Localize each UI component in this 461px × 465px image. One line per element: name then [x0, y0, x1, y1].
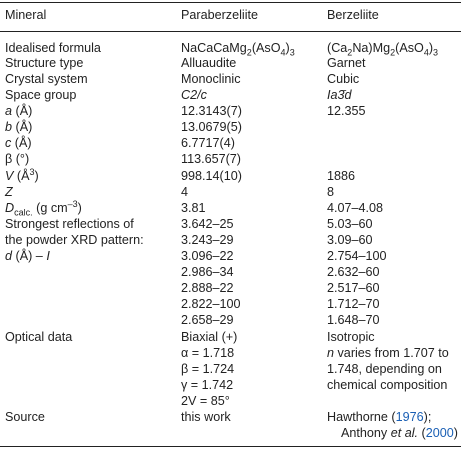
volume-paraberzeliite: 998.14(10) — [181, 169, 242, 183]
header-paraberzeliite: Paraberzeliite — [181, 8, 259, 22]
header-mineral: Mineral — [5, 8, 47, 22]
formula-paraberzeliite: $NaCaCaMg_2(AsO_4)_3$ — [181, 41, 295, 58]
optical-paraberzeliite-5: 2V = 85° — [181, 394, 230, 408]
optical-paraberzeliite-4: γ = 1.742 — [181, 378, 234, 392]
header-berzeliite: Berzeliite — [327, 8, 379, 22]
dcalc-berzeliite: 4.07–4.08 — [327, 201, 384, 215]
volume-berzeliite: 1886 — [327, 169, 356, 183]
space-paraberzeliite: C2/c — [181, 88, 207, 102]
xrd-paraberzeliite-1: 3.642–25 — [181, 217, 234, 231]
label-xrd-2: the powder XRD pattern: — [5, 233, 144, 247]
optical-paraberzeliite-1: Biaxial (+) — [181, 330, 238, 344]
xrd-paraberzeliite-4: 2.986–34 — [181, 265, 234, 279]
a-berzeliite: 12.355 — [327, 104, 366, 118]
xrd-berzeliite-3: 2.754–100 — [327, 249, 387, 263]
b-paraberzeliite: 13.0679(5) — [181, 120, 242, 134]
formula-berzeliite: $(Ca_2Na)Mg_2(AsO_4)_3$ — [327, 41, 439, 58]
optical-paraberzeliite-2: α = 1.718 — [181, 346, 235, 360]
ref-link-2000[interactable]: 2000 — [425, 426, 454, 440]
xrd-berzeliite-2: 3.09–60 — [327, 233, 373, 247]
xrd-paraberzeliite-5: 2.888–22 — [181, 281, 234, 295]
label-optical: Optical data — [5, 330, 73, 344]
label-beta: β (°) — [5, 152, 30, 166]
crystal-paraberzeliite: Monoclinic — [181, 72, 241, 86]
xrd-berzeliite-6: 1.712–70 — [327, 297, 380, 311]
optical-berzeliite-1: Isotropic — [327, 330, 375, 344]
structure-berzeliite: Garnet — [327, 56, 366, 70]
optical-berzeliite-3: 1.748, depending on — [327, 362, 442, 376]
optical-paraberzeliite-3: β = 1.724 — [181, 362, 235, 376]
space-berzeliite: Ia3̄d — [327, 88, 352, 102]
xrd-berzeliite-5: 2.517–60 — [327, 281, 380, 295]
c-paraberzeliite: 6.7717(4) — [181, 136, 235, 150]
xrd-paraberzeliite-6: 2.822–100 — [181, 297, 241, 311]
z-paraberzeliite: 4 — [181, 185, 189, 199]
label-xrd-1: Strongest reflections of — [5, 217, 134, 231]
xrd-berzeliite-4: 2.632–60 — [327, 265, 380, 279]
xrd-berzeliite-1: 5.03–60 — [327, 217, 373, 231]
crystal-berzeliite: Cubic — [327, 72, 360, 86]
label-structure-type: Structure type — [5, 56, 84, 70]
label-volume: V $(Å^3)$ — [5, 166, 39, 183]
z-berzeliite: 8 — [327, 185, 335, 199]
optical-berzeliite-2: n varies from 1.707 to — [327, 346, 449, 360]
structure-paraberzeliite: Alluaudite — [181, 56, 237, 70]
label-source: Source — [5, 410, 45, 424]
label-z: Z — [5, 185, 13, 199]
xrd-paraberzeliite-7: 2.658–29 — [181, 313, 234, 327]
beta-paraberzeliite: 113.657(7) — [181, 152, 241, 166]
label-xrd-3: d (Å) – I — [5, 249, 50, 263]
top-rule — [0, 2, 461, 3]
a-paraberzeliite: 12.3143(7) — [181, 104, 242, 118]
xrd-berzeliite-7: 1.648–70 — [327, 313, 380, 327]
source-paraberzeliite: this work — [181, 410, 231, 424]
ref-link-1976[interactable]: 1976 — [395, 410, 424, 424]
label-a: a (Å) — [5, 104, 33, 118]
optical-berzeliite-4: chemical composition — [327, 378, 448, 392]
label-crystal-system: Crystal system — [5, 72, 88, 86]
label-c: c (Å) — [5, 136, 32, 150]
label-b: b (Å) — [5, 120, 33, 134]
bottom-rule — [0, 446, 461, 447]
label-dcalc: $D_{calc.}$ (g $cm^{-3}$) — [5, 198, 82, 218]
dcalc-paraberzeliite: 3.81 — [181, 201, 206, 215]
header-rule — [0, 31, 461, 32]
xrd-paraberzeliite-3: 3.096–22 — [181, 249, 234, 263]
source-berzeliite-ref2: Anthony et al. (2000) — [341, 426, 458, 440]
label-space-group: Space group — [5, 88, 77, 102]
source-berzeliite-ref1: Hawthorne (1976); — [327, 410, 432, 424]
xrd-paraberzeliite-2: 3.243–29 — [181, 233, 234, 247]
label-formula: Idealised formula — [5, 41, 101, 55]
